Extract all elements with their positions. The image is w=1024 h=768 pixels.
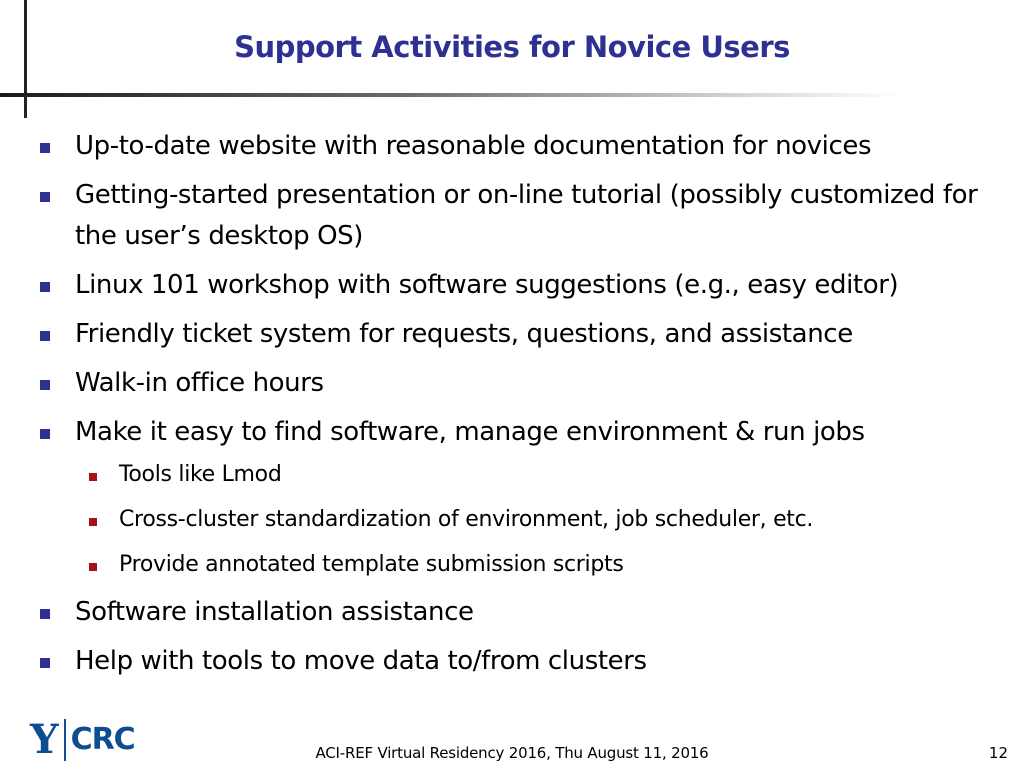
bullet-item <box>34 592 994 633</box>
bullet-item <box>34 412 994 453</box>
square-sub-bullet-icon <box>89 473 97 481</box>
sub-bullet-list <box>34 457 994 583</box>
square-bullet-icon <box>40 429 50 439</box>
sub-bullet-text: Cross-cluster standardization of environment, job scheduler, etc. <box>119 507 814 532</box>
sub-bullet-text: Tools like Lmod <box>119 462 282 487</box>
bullet-text: Getting-started presentation or on-line tutorial (possibly customized for the user’s desktop OS) <box>75 180 978 251</box>
bullet-item <box>34 175 994 257</box>
bullet-text: Up-to-date website with reasonable documentation for novices <box>75 131 872 161</box>
bullet-item <box>34 314 994 355</box>
sub-bullet-item <box>34 502 994 538</box>
page-number: 12 <box>988 744 1008 762</box>
square-bullet-icon <box>40 143 50 153</box>
logo-y: Y <box>30 716 59 763</box>
square-bullet-icon <box>40 380 50 390</box>
bullet-text: Help with tools to move data to/from clusters <box>75 646 647 676</box>
square-bullet-icon <box>40 658 50 668</box>
footer-text: ACI-REF Virtual Residency 2016, Thu August 11, 2016 <box>315 744 709 762</box>
bullet-text: Friendly ticket system for requests, questions, and assistance <box>75 319 853 349</box>
sub-bullet-item <box>34 547 994 583</box>
bullet-item <box>34 363 994 404</box>
sub-bullet-text: Provide annotated template submission scripts <box>119 552 624 577</box>
bullet-text: Make it easy to find software, manage environment & run jobs <box>75 417 865 447</box>
bullet-item <box>34 641 994 682</box>
sub-bullet-item <box>34 457 994 493</box>
bullet-item <box>34 126 994 167</box>
bullet-item <box>34 265 994 306</box>
horizontal-rule <box>0 93 900 97</box>
square-bullet-icon <box>40 192 50 202</box>
bullet-text: Walk-in office hours <box>75 368 324 398</box>
square-bullet-icon <box>40 331 50 341</box>
square-bullet-icon <box>40 609 50 619</box>
square-bullet-icon <box>40 282 50 292</box>
bullet-text: Linux 101 workshop with software suggestions (e.g., easy editor) <box>75 270 899 300</box>
logo-crc: CRC <box>70 722 135 757</box>
square-sub-bullet-icon <box>89 563 97 571</box>
square-sub-bullet-icon <box>89 518 97 526</box>
slide-title: Support Activities for Novice Users <box>234 30 790 64</box>
bullet-list <box>34 126 994 690</box>
bullet-text: Software installation assistance <box>75 597 474 627</box>
